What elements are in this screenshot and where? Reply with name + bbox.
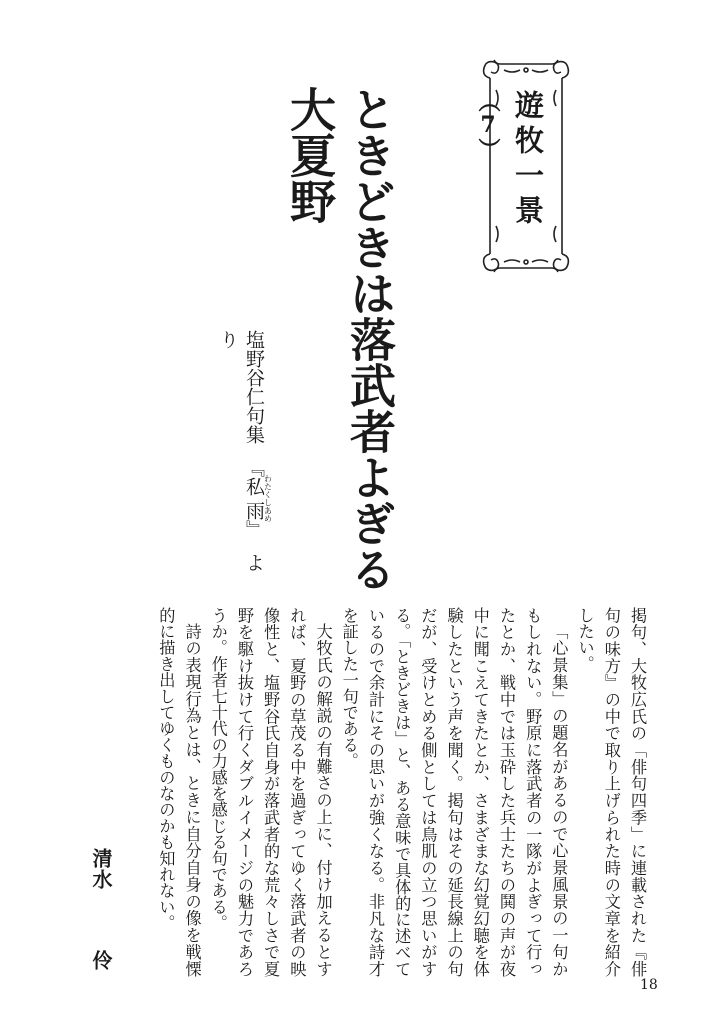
source-line xyxy=(217,330,273,590)
paragraph: 掲句、大牧広氏の「俳句四季」に連載された『俳句の味方』の中で取り上げられた時の文章を紹介したい。 xyxy=(575,607,647,977)
series-number: （7） xyxy=(475,90,501,160)
author-name xyxy=(84,848,116,978)
series-title-text: 遊牧一景 xyxy=(511,90,545,230)
page-title: ときどきは落武者よぎる大夏野 xyxy=(283,86,397,592)
paragraph: 大牧氏の解説の有難さの上に、付け加えるとすれば、夏野の草茂る中を過ぎってゆく落武者の映像性と、塩野谷氏自身が落武者的な荒々しさで夏野を駆け抜けて行くダブルイメージの魅力であろうか。作者七十代の力感を感じる句である。 xyxy=(208,607,333,977)
close-bracket: 』 xyxy=(243,520,265,539)
book-title-text: 私雨 xyxy=(243,474,265,523)
book-reading: わたくしあめ xyxy=(263,474,273,523)
source-prefix: 塩野谷仁句集 xyxy=(243,330,265,444)
source-suffix: より xyxy=(217,330,265,572)
paragraph: 「心景集」の題名があるので心景風景の一句かもしれない。野原に落武者の一隊がよぎって行ったとか、戦中では玉砕した兵士たちの鬨の声が夜中に聞こえてきたとか、さまざまな幻覚幻聴を体験したという声を聞く。掲句はその延長線上の句だが、受けとめる側としては鳥肌の立つ思いがする。「ときどきは」と、ある意味で具体的に述べているので余計にその思いが強くなる。非凡な詩才を証した一句である。 xyxy=(339,607,569,977)
page-number: 18 xyxy=(640,977,658,993)
series-title xyxy=(475,90,548,250)
essay-body xyxy=(150,607,650,977)
author-family: 清水 xyxy=(89,848,113,890)
author-given: 伶 xyxy=(89,950,113,971)
open-bracket: 『 xyxy=(243,458,265,477)
series-frame xyxy=(475,50,574,282)
paragraph: 詩の表現行為とは、ときに自分自身の像を戦慄的に描き出してゆくものなのかも知れない。 xyxy=(156,607,202,977)
book-title xyxy=(243,474,273,523)
